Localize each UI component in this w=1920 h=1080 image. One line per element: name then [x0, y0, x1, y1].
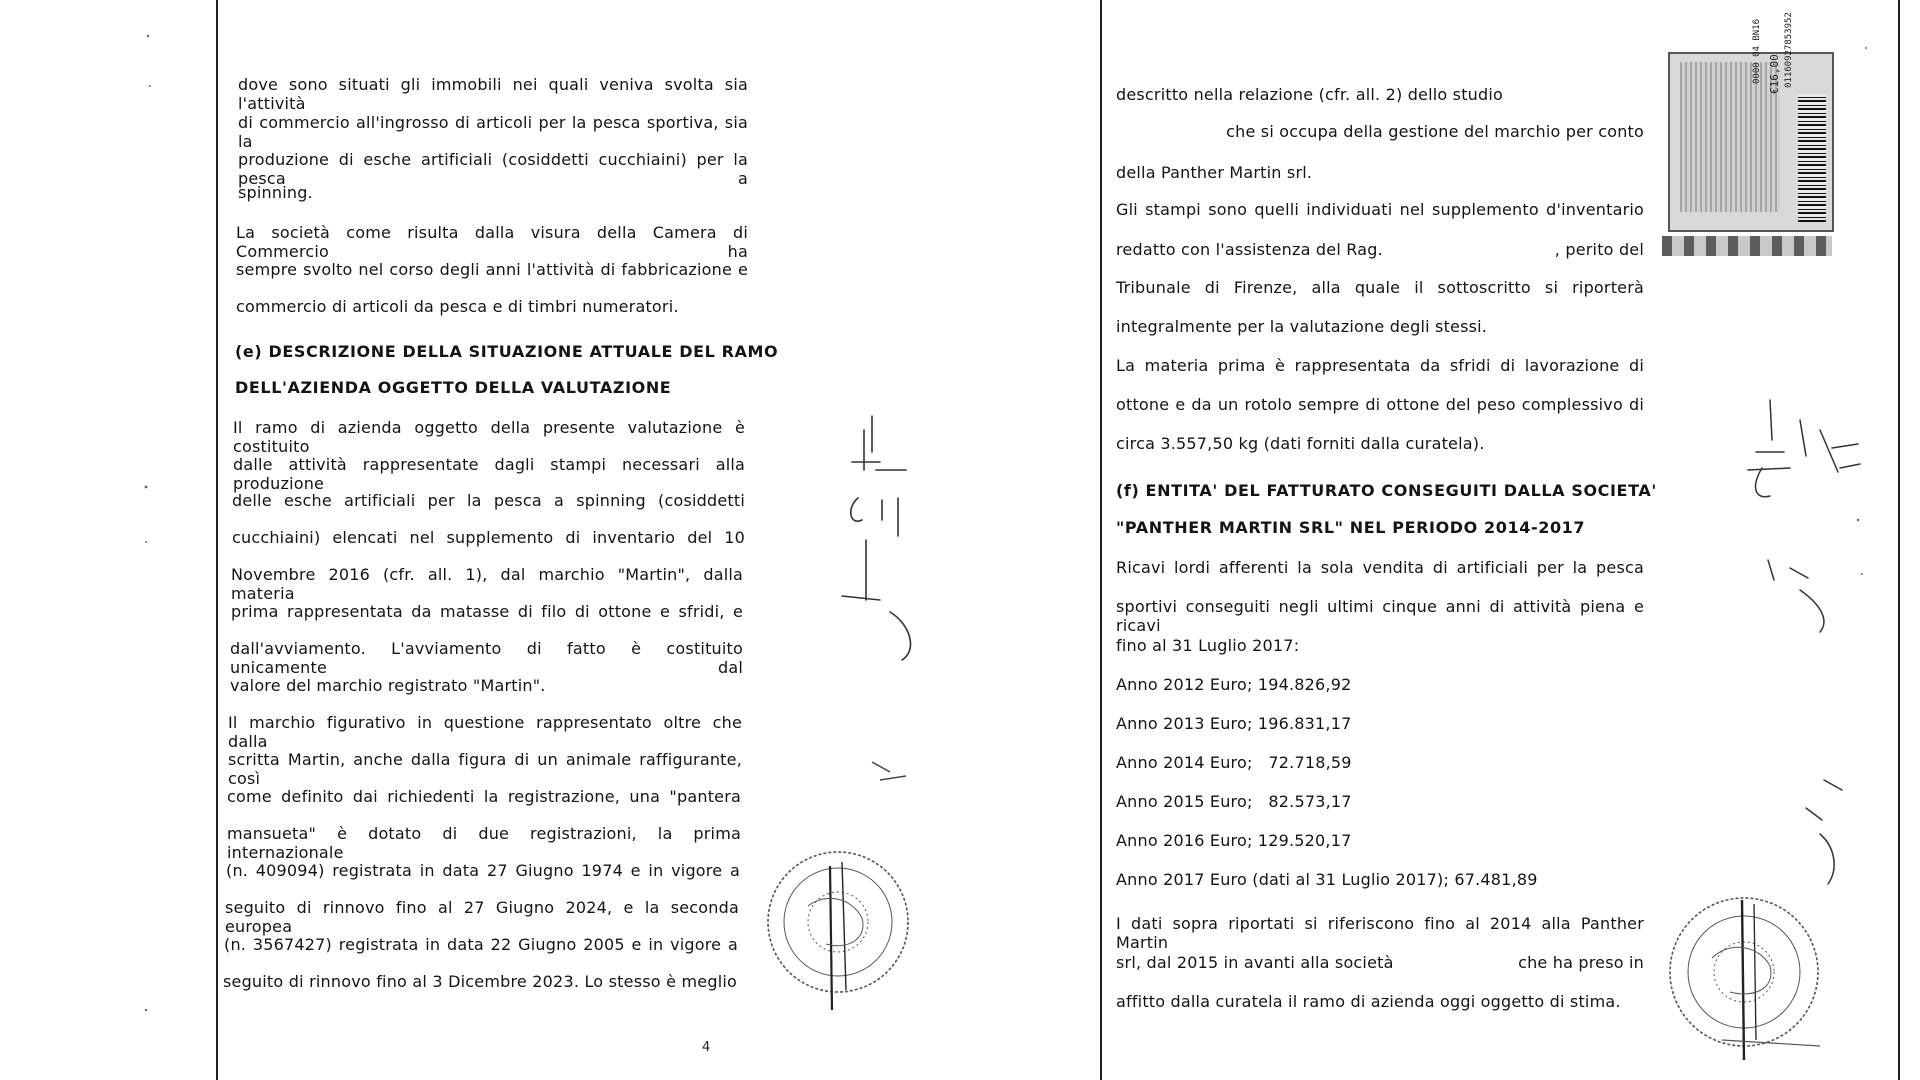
right-line-5: redatto con l'assistenza del Rag.	[1116, 240, 1383, 259]
left-body-6: prima rappresentata da matasse di filo di ottone e sfridi, e	[231, 602, 743, 621]
revenue-2017: Anno 2017 Euro (dati al 31 Luglio 2017); 67.481,89	[1116, 870, 1538, 889]
left-seal	[768, 852, 908, 1010]
right-closing-1: I dati sopra riportati si riferiscono fino al 2014 alla Panther Martin	[1116, 914, 1644, 952]
left-body-9: Il marchio figurativo in questione rappresentato oltre che dalla	[228, 713, 742, 751]
right-line-2: che si occupa della gestione del marchio per conto	[1226, 122, 1644, 141]
right-heading-1: (f) ENTITA' DEL FATTURATO CONSEGUITI DALLA SOCIETA'	[1116, 481, 1657, 500]
page-number: 4	[702, 1040, 711, 1055]
left-body-7: dall'avviamento. L'avviamento di fatto è costituito unicamente dal	[230, 639, 743, 677]
right-intro-3: fino al 31 Luglio 2017:	[1116, 636, 1300, 655]
left-body-10: scritta Martin, anche dalla figura di un animale raffigurante, così	[228, 750, 742, 788]
left-body-13: (n. 409094) registrata in data 27 Giugno 1974 e in vigore a	[226, 861, 740, 880]
left-body-16: seguito di rinnovo fino al 3 Dicembre 2023. Lo stesso è meglio	[223, 972, 737, 991]
left-line-7: commercio di articoli da pesca e di timbri numeratori.	[236, 297, 679, 316]
left-body-11: come definito dai richiedenti la registrazione, una "pantera	[227, 787, 741, 806]
revenue-2013: Anno 2013 Euro; 196.831,17	[1116, 714, 1352, 733]
right-line-3: della Panther Martin srl.	[1116, 163, 1313, 182]
right-line-1: descritto nella relazione (cfr. all. 2) dello studio	[1116, 85, 1504, 104]
right-line-7: integralmente per la valutazione degli stessi.	[1116, 317, 1488, 336]
right-closing-3: affitto dalla curatela il ramo di azienda oggi oggetto di stima.	[1116, 992, 1621, 1011]
right-line-4: Gli stampi sono quelli individuati nel supplemento d'inventario	[1116, 200, 1644, 219]
right-line-6: Tribunale di Firenze, alla quale il sottoscritto si riporterà	[1116, 278, 1644, 297]
left-signature	[842, 416, 911, 660]
left-body-4: cucchiaini) elencati nel supplemento di inventario del 10	[232, 528, 745, 547]
right-closing-2a: srl, dal 2015 in avanti alla società	[1116, 953, 1394, 972]
left-line-2: di commercio all'ingrosso di articoli per la pesca sportiva, sia la	[238, 113, 748, 151]
right-line-5b: , perito del	[1554, 240, 1644, 259]
scan-specks	[145, 35, 1867, 1011]
left-body-15: (n. 3567427) registrata in data 22 Giugno 2005 e in vigore a	[224, 935, 738, 954]
left-line-6: sempre svolto nel corso degli anni l'attività di fabbricazione e	[236, 260, 748, 279]
left-margin-marks	[872, 762, 906, 780]
stamp-amount: €16,00	[1768, 54, 1781, 94]
left-line-5: La società come risulta dalla visura della Camera di Commercio ha	[236, 223, 748, 261]
right-intro-1: Ricavi lordi afferenti la sola vendita di artificiali per la pesca	[1116, 558, 1644, 577]
right-intro-2: sportivi conseguiti negli ultimi cinque anni di attività piena e ricavi	[1116, 597, 1644, 635]
left-body-2: dalle attività rappresentate dagli stampi necessari alla produzione	[233, 455, 745, 493]
left-body-12: mansueta" è dotato di due registrazioni, la prima internazionale	[227, 824, 741, 862]
right-heading-2: "PANTHER MARTIN SRL" NEL PERIODO 2014-2017	[1116, 518, 1586, 537]
left-body-8: valore del marchio registrato "Martin".	[230, 676, 546, 695]
stamp-value-id: 0000 04 BN16	[1752, 18, 1762, 84]
left-body-14: seguito di rinnovo fino al 27 Giugno 2024, e la seconda europea	[225, 898, 739, 936]
left-line-1: dove sono situati gli immobili nei quali veniva svolta sia l'attività	[238, 75, 748, 113]
stamp-serial: 01160927853952	[1784, 12, 1794, 88]
revenue-2014: Anno 2014 Euro; 72.718,59	[1116, 753, 1352, 772]
right-closing-2b: che ha preso in	[1518, 953, 1644, 972]
revenue-2016: Anno 2016 Euro; 129.520,17	[1116, 831, 1352, 850]
right-line-9: ottone e da un rotolo sempre di ottone del peso complessivo di	[1116, 395, 1644, 414]
revenue-2015: Anno 2015 Euro; 82.573,17	[1116, 792, 1352, 811]
right-line-8: La materia prima è rappresentata da sfridi di lavorazione di	[1116, 356, 1644, 375]
right-signature	[1748, 400, 1860, 884]
right-line-10: circa 3.557,50 kg (dati forniti dalla curatela).	[1116, 434, 1485, 453]
left-line-4: spinning.	[238, 183, 313, 202]
left-heading-2: DELL'AZIENDA OGGETTO DELLA VALUTAZIONE	[235, 378, 672, 397]
left-body-1: Il ramo di azienda oggetto della presente valutazione è costituito	[233, 418, 745, 456]
revenue-2012: Anno 2012 Euro; 194.826,92	[1116, 675, 1352, 694]
left-body-5: Novembre 2016 (cfr. all. 1), dal marchio "Martin", dalla materia	[231, 565, 743, 603]
left-body-3: delle esche artificiali per la pesca a spinning (cosiddetti	[232, 491, 745, 510]
left-line-3: produzione di esche artificiali (cosiddetti cucchiaini) per la pesca a	[238, 150, 748, 188]
right-seal	[1670, 898, 1820, 1060]
left-heading-1: (e) DESCRIZIONE DELLA SITUAZIONE ATTUALE DEL RAMO	[235, 342, 779, 361]
